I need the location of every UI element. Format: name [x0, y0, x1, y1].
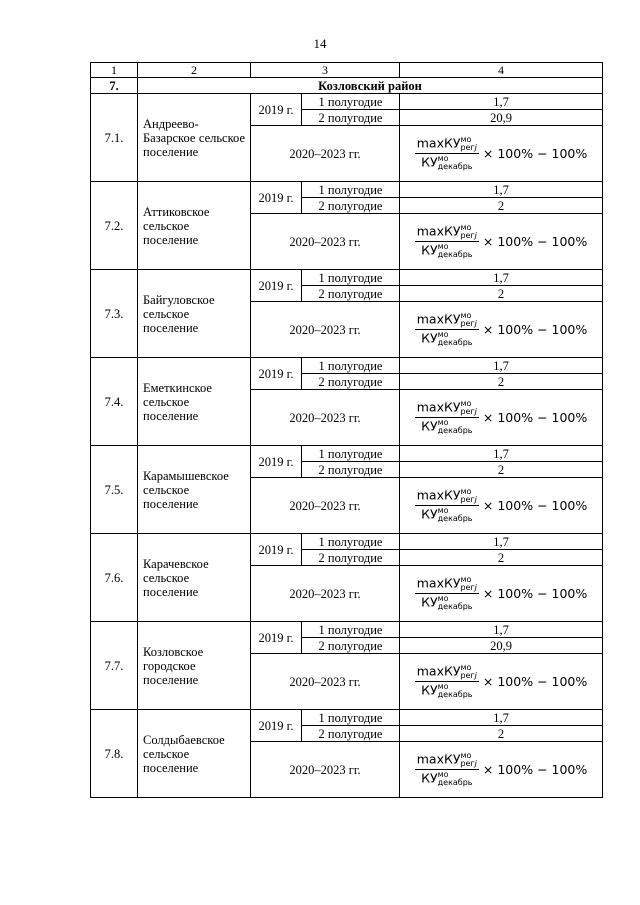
formula-sub: декабрь — [437, 690, 473, 699]
period-cell: 2020–2023 гг. — [251, 654, 400, 710]
half-year-label: 2 полугодие — [302, 726, 400, 742]
half-year-label: 1 полугодие — [302, 182, 400, 198]
year-cell: 2019 г. — [251, 446, 302, 478]
formula-sup: мо — [460, 223, 472, 232]
table-row — [91, 358, 603, 374]
formula-sub: декабрь — [437, 162, 473, 171]
formula — [404, 576, 598, 611]
year-cell: 2019 г. — [251, 710, 302, 742]
formula-sub-index: j — [474, 759, 477, 768]
formula-scripts — [460, 136, 476, 152]
formula-sup: мо — [437, 154, 449, 163]
half-year-value: 1,7 — [400, 94, 603, 110]
formula-rest: × 100% − 100% — [482, 233, 588, 249]
formula-scripts — [460, 576, 476, 592]
period-cell: 2020–2023 гг. — [251, 390, 400, 446]
formula-fraction — [415, 576, 479, 611]
header-cell: 2 — [138, 63, 251, 78]
formula-sub-index: j — [474, 231, 477, 240]
formula-max-label: maxКУ — [416, 399, 461, 415]
settlement-name: Аттиковское сельское поселение — [138, 182, 251, 270]
year-cell: 2019 г. — [251, 270, 302, 302]
formula-fraction — [415, 312, 479, 347]
formula-sub-index: j — [474, 583, 477, 592]
period-cell: 2020–2023 гг. — [251, 126, 400, 182]
formula-cell — [400, 566, 603, 622]
half-year-value: 1,7 — [400, 622, 603, 638]
formula-sup: мо — [437, 330, 449, 339]
formula-sup: мо — [460, 311, 472, 320]
formula-denominator — [419, 154, 474, 171]
district-name: Козловский район — [138, 78, 603, 94]
table-row — [91, 270, 603, 286]
formula-sub-text: рег — [460, 759, 475, 768]
formula-scripts — [438, 155, 473, 171]
formula-sup: мо — [460, 487, 472, 496]
settlement-name: Карамышевское сельское поселение — [138, 446, 251, 534]
year-cell: 2019 г. — [251, 622, 302, 654]
half-year-label: 1 полугодие — [302, 534, 400, 550]
formula-cell — [400, 126, 603, 182]
formula-scripts — [460, 664, 476, 680]
half-year-value: 2 — [400, 374, 603, 390]
formula-denominator — [419, 242, 474, 259]
district-number: 7. — [91, 78, 138, 94]
formula-numerator — [415, 312, 479, 330]
formula-sub: декабрь — [437, 602, 473, 611]
formula-numerator — [415, 224, 479, 242]
formula-sup: мо — [460, 575, 472, 584]
half-year-label: 1 полугодие — [302, 94, 400, 110]
formula-numerator — [415, 488, 479, 506]
table-row — [91, 622, 603, 638]
formula-sup: мо — [460, 663, 472, 672]
formula-sub-index: j — [474, 407, 477, 416]
half-year-value: 1,7 — [400, 710, 603, 726]
formula-scripts — [438, 683, 473, 699]
table-row — [91, 534, 603, 550]
formula-scripts — [460, 312, 476, 328]
settlement-name: Еметкинское сельское поселение — [138, 358, 251, 446]
period-cell: 2020–2023 гг. — [251, 566, 400, 622]
formula-scripts — [438, 243, 473, 259]
formula-sub: декабрь — [437, 250, 473, 259]
table-row — [91, 446, 603, 462]
formula-max-label: maxКУ — [416, 751, 461, 767]
formula-sup: мо — [437, 242, 449, 251]
row-number: 7.4. — [91, 358, 138, 446]
half-year-value: 1,7 — [400, 358, 603, 374]
settlement-name: Андреево-Базарское сельское поселение — [138, 94, 251, 182]
period-cell: 2020–2023 гг. — [251, 742, 400, 798]
period-cell: 2020–2023 гг. — [251, 214, 400, 270]
table-row — [91, 182, 603, 198]
formula-rest: × 100% − 100% — [482, 497, 588, 513]
formula-sub-index: j — [474, 319, 477, 328]
formula-sup: мо — [460, 751, 472, 760]
formula-fraction — [415, 136, 479, 171]
formula-scripts — [438, 595, 473, 611]
header-cell: 1 — [91, 63, 138, 78]
half-year-value: 2 — [400, 726, 603, 742]
formula-sup: мо — [437, 682, 449, 691]
formula-sup: мо — [437, 770, 449, 779]
formula-sub-text: рег — [460, 495, 475, 504]
header-row — [91, 63, 603, 78]
formula-ku: КУ — [421, 594, 438, 610]
formula-sub-text: рег — [460, 671, 475, 680]
formula-sub: декабрь — [437, 338, 473, 347]
formula-rest: × 100% − 100% — [482, 409, 588, 425]
formula-numerator — [415, 576, 479, 594]
formula-sub — [460, 760, 476, 768]
year-cell: 2019 г. — [251, 534, 302, 566]
formula-fraction — [415, 752, 479, 787]
formula — [404, 752, 598, 787]
formula-denominator — [419, 330, 474, 347]
year-cell: 2019 г. — [251, 94, 302, 126]
formula-sub: декабрь — [437, 778, 473, 787]
formula — [404, 488, 598, 523]
formula-max-label: maxКУ — [416, 487, 461, 503]
row-number: 7.1. — [91, 94, 138, 182]
formula-ku: КУ — [421, 418, 438, 434]
formula-numerator — [415, 664, 479, 682]
row-number: 7.8. — [91, 710, 138, 798]
formula-max-label: maxКУ — [416, 575, 461, 591]
formula-scripts — [438, 331, 473, 347]
formula-max-label: maxКУ — [416, 135, 461, 151]
half-year-value: 1,7 — [400, 182, 603, 198]
formula-cell — [400, 302, 603, 358]
formula-sub: декабрь — [437, 514, 473, 523]
formula-max-label: maxКУ — [416, 663, 461, 679]
formula-cell — [400, 390, 603, 446]
half-year-label: 2 полугодие — [302, 374, 400, 390]
formula-fraction — [415, 400, 479, 435]
formula-max-label: maxКУ — [416, 223, 461, 239]
tariff-table — [90, 62, 603, 798]
formula-sub-index: j — [474, 671, 477, 680]
formula — [404, 312, 598, 347]
formula-scripts — [460, 224, 476, 240]
formula-ku: КУ — [421, 506, 438, 522]
formula-sup: мо — [437, 418, 449, 427]
formula-numerator — [415, 752, 479, 770]
formula-ku: КУ — [421, 154, 438, 170]
half-year-label: 2 полугодие — [302, 286, 400, 302]
formula-rest: × 100% − 100% — [482, 585, 588, 601]
formula-sub — [460, 144, 476, 152]
formula-ku: КУ — [421, 682, 438, 698]
year-cell: 2019 г. — [251, 358, 302, 390]
formula-scripts — [460, 488, 476, 504]
formula-sup: мо — [460, 399, 472, 408]
formula-sub-text: рег — [460, 319, 475, 328]
row-number: 7.7. — [91, 622, 138, 710]
formula-scripts — [460, 400, 476, 416]
formula — [404, 224, 598, 259]
row-number: 7.5. — [91, 446, 138, 534]
formula-scripts — [438, 419, 473, 435]
formula-cell — [400, 654, 603, 710]
half-year-value: 1,7 — [400, 446, 603, 462]
half-year-label: 1 полугодие — [302, 622, 400, 638]
half-year-value: 1,7 — [400, 534, 603, 550]
formula-fraction — [415, 224, 479, 259]
half-year-value: 1,7 — [400, 270, 603, 286]
formula-rest: × 100% − 100% — [482, 673, 588, 689]
row-number: 7.3. — [91, 270, 138, 358]
formula-sup: мо — [437, 594, 449, 603]
settlement-name: Байгуловское сельское поселение — [138, 270, 251, 358]
half-year-value: 20,9 — [400, 638, 603, 654]
half-year-value: 2 — [400, 462, 603, 478]
header-cell: 3 — [251, 63, 400, 78]
half-year-value: 20,9 — [400, 110, 603, 126]
half-year-label: 1 полугодие — [302, 270, 400, 286]
formula-numerator — [415, 136, 479, 154]
header-cell: 4 — [400, 63, 603, 78]
year-cell: 2019 г. — [251, 182, 302, 214]
formula-sub — [460, 496, 476, 504]
settlement-name: Козловское городское поселение — [138, 622, 251, 710]
formula-sub-index: j — [474, 495, 477, 504]
page-number: 14 — [313, 36, 327, 51]
formula-denominator — [419, 506, 474, 523]
half-year-value: 2 — [400, 550, 603, 566]
formula-cell — [400, 214, 603, 270]
formula-rest: × 100% − 100% — [482, 761, 588, 777]
formula-denominator — [419, 418, 474, 435]
formula-numerator — [415, 400, 479, 418]
settlement-name: Солдыбаевское сельское поселение — [138, 710, 251, 798]
formula-scripts — [438, 771, 473, 787]
formula-sub — [460, 232, 476, 240]
formula-scripts — [438, 507, 473, 523]
formula-sub — [460, 408, 476, 416]
formula-rest: × 100% − 100% — [482, 321, 588, 337]
half-year-value: 2 — [400, 198, 603, 214]
formula — [404, 136, 598, 171]
table-row — [91, 710, 603, 726]
formula-sub — [460, 672, 476, 680]
formula-sub-text: рег — [460, 407, 475, 416]
half-year-label: 1 полугодие — [302, 446, 400, 462]
formula-ku: КУ — [421, 242, 438, 258]
half-year-label: 2 полугодие — [302, 110, 400, 126]
formula-denominator — [419, 594, 474, 611]
settlement-name: Карачевское сельское поселение — [138, 534, 251, 622]
formula-fraction — [415, 488, 479, 523]
formula-cell — [400, 742, 603, 798]
formula-denominator — [419, 770, 474, 787]
formula-sub-text: рег — [460, 583, 475, 592]
table-row — [91, 94, 603, 110]
period-cell: 2020–2023 гг. — [251, 302, 400, 358]
half-year-label: 2 полугодие — [302, 198, 400, 214]
formula-scripts — [460, 752, 476, 768]
row-number: 7.6. — [91, 534, 138, 622]
half-year-label: 1 полугодие — [302, 710, 400, 726]
period-cell: 2020–2023 гг. — [251, 478, 400, 534]
formula-sub — [460, 584, 476, 592]
formula-cell — [400, 478, 603, 534]
half-year-label: 2 полугодие — [302, 462, 400, 478]
formula — [404, 664, 598, 699]
formula-sup: мо — [437, 506, 449, 515]
formula-sub: декабрь — [437, 426, 473, 435]
half-year-value: 2 — [400, 286, 603, 302]
formula-ku: КУ — [421, 330, 438, 346]
half-year-label: 2 полугодие — [302, 638, 400, 654]
formula — [404, 400, 598, 435]
formula-sub-text: рег — [460, 231, 475, 240]
formula-sub-index: j — [474, 143, 477, 152]
formula-rest: × 100% − 100% — [482, 145, 588, 161]
formula-max-label: maxКУ — [416, 311, 461, 327]
formula-sub — [460, 320, 476, 328]
formula-fraction — [415, 664, 479, 699]
half-year-label: 2 полугодие — [302, 550, 400, 566]
formula-ku: КУ — [421, 770, 438, 786]
formula-denominator — [419, 682, 474, 699]
half-year-label: 1 полугодие — [302, 358, 400, 374]
formula-sub-text: рег — [460, 143, 475, 152]
district-row — [91, 78, 603, 94]
formula-sup: мо — [460, 135, 472, 144]
row-number: 7.2. — [91, 182, 138, 270]
